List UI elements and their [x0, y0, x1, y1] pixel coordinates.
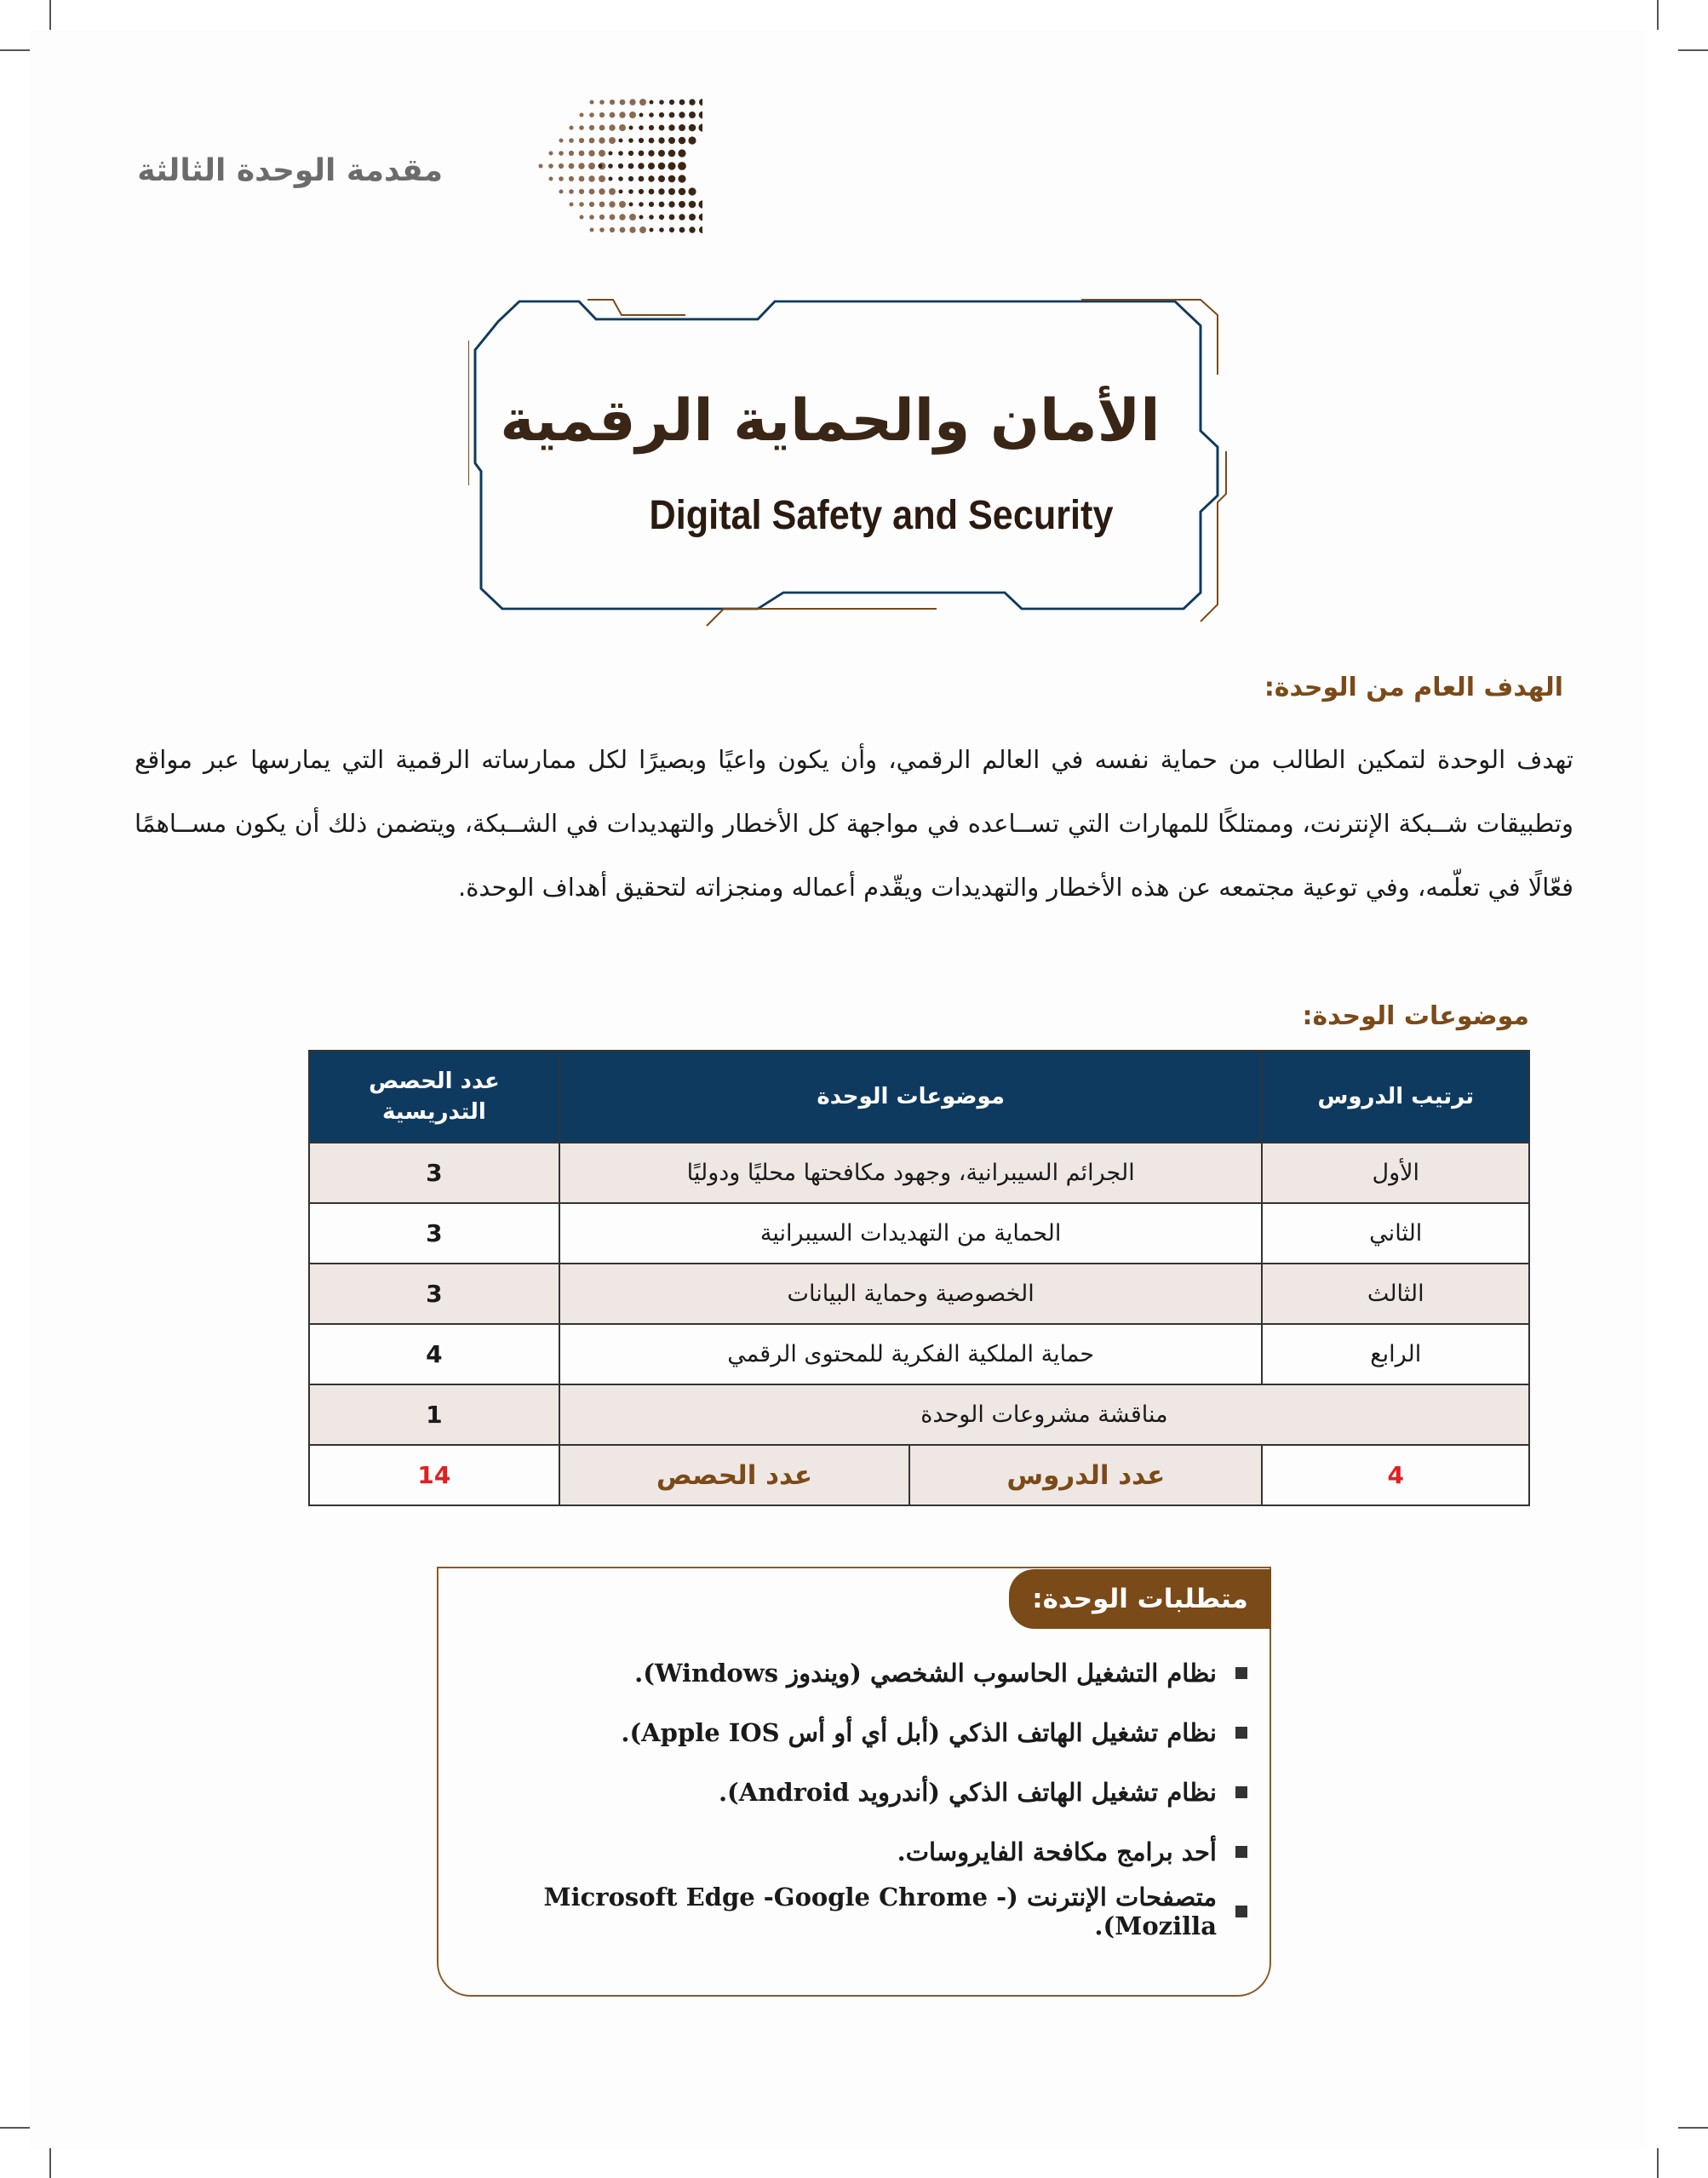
table-row — [309, 1203, 1529, 1264]
logo-dot — [618, 176, 623, 181]
logo-dot — [588, 175, 594, 181]
periods-total: 14 — [309, 1445, 559, 1505]
logo-dot — [619, 139, 623, 143]
logo-dot — [589, 138, 595, 144]
periods-cell: 3 — [309, 1264, 559, 1324]
bullet-icon — [1235, 1906, 1247, 1917]
logo-dot — [679, 188, 686, 196]
logo-dot — [579, 151, 585, 157]
logo-dot — [659, 215, 664, 220]
logo-dot — [689, 214, 696, 221]
crop-mark — [1657, 2148, 1659, 2178]
logo-dot — [638, 163, 644, 169]
logo-dot — [619, 190, 623, 194]
topic-cell: الخصوصية وحماية البيانات — [559, 1264, 1263, 1324]
logo-dot — [629, 126, 633, 130]
logo-dot — [609, 124, 615, 130]
logo-dot — [599, 175, 605, 182]
logo-dot — [610, 100, 615, 105]
table-row-projects — [309, 1384, 1529, 1445]
logo-dot — [599, 188, 605, 194]
logo-dot — [559, 151, 564, 156]
logo-dot — [609, 137, 616, 144]
logo-dot — [648, 163, 655, 169]
logo-dot — [658, 188, 664, 194]
logo-dot — [668, 188, 675, 195]
logo-dot — [569, 151, 574, 156]
logo-dot — [649, 215, 654, 220]
logo-dot — [609, 152, 613, 156]
logo-dot — [579, 138, 584, 143]
logo-dot — [590, 228, 594, 232]
logo-dot — [589, 215, 594, 220]
column-header: عدد الحصص التدريسية — [309, 1051, 559, 1143]
topics-table — [308, 1050, 1530, 1506]
logo-dot — [639, 189, 644, 194]
logo-dot — [549, 177, 553, 181]
logo-dot — [599, 100, 605, 105]
logo-dot — [658, 163, 666, 170]
logo-dot — [599, 164, 603, 169]
logo-dot — [599, 137, 605, 143]
item-text: نظام تشغيل الهاتف الذكي (أندرويد Android). — [718, 1778, 1217, 1807]
logo-dot — [619, 201, 626, 208]
table-row — [309, 1264, 1529, 1324]
logo-dot — [689, 226, 695, 232]
title-english: Digital Safety and Security — [649, 493, 1114, 538]
topic-cell: مناقشة مشروعات الوحدة — [559, 1384, 1529, 1445]
logo-dot — [619, 214, 625, 220]
column-header: ترتيب الدروس — [1262, 1051, 1529, 1143]
item-text: نظام تشغيل الهاتف الذكي (أبل أي أو أس Apple IOS). — [621, 1718, 1217, 1747]
logo-dot — [629, 112, 636, 118]
logo-dot — [629, 214, 636, 221]
logo-dot — [580, 215, 584, 220]
table-row — [309, 1143, 1529, 1203]
bullet-icon — [1235, 1727, 1247, 1739]
item-text: نظام التشغيل الحاسوب الشخصي (ويندوز Windows). — [634, 1659, 1217, 1688]
logo-dot — [699, 214, 702, 221]
logo-dot — [668, 124, 674, 130]
logo-dot — [679, 227, 685, 233]
topic-cell: الحماية من التهديدات السيبرانية — [559, 1203, 1263, 1264]
list-item — [443, 1762, 1247, 1822]
logo-dot — [659, 227, 664, 232]
logo-dot — [669, 100, 674, 105]
table-row-totals — [309, 1445, 1529, 1505]
logo-dot — [609, 188, 616, 195]
logo-dot — [599, 202, 605, 208]
chevron-dots-logo — [532, 94, 702, 238]
logo-dot — [689, 112, 696, 118]
goal-paragraph: تهدف الوحدة لتمكين الطالب من حماية نفسه في العالم الرقمي، وأن يكون واعيًا وبصيرًا لكل ممارساته الرقمية التي يمارسها عبر مواقع وتطبيقات شــبكة الإنترنت، وممتلكًا للمهارات التي تســاعده في مواجهة كل الأخطار والتهديدات في الشــبكة، ويتضمن ذلك أن يكون مســاهمًا فعّالًا في تعلّمه، وفي توعية مجتمعه عن هذه الأخطار والتهديدات ويقّدم أعماله ومنجزاته لتحقيق أهداف الوحدة. — [135, 745, 1573, 902]
logo-dot — [639, 226, 646, 233]
logo-dot — [689, 99, 695, 105]
logo-dot — [659, 125, 665, 131]
logo-dot — [548, 163, 553, 169]
logo-dot — [668, 201, 674, 207]
crop-mark — [49, 0, 51, 30]
goal-heading: الهدف العام من الوحدة: — [1264, 673, 1563, 702]
logo-dot — [628, 163, 634, 169]
logo-dot — [599, 227, 605, 232]
logo-dot — [580, 113, 584, 117]
logo-dot — [559, 190, 564, 194]
topics-heading: موضوعات الوحدة: — [1302, 1001, 1529, 1031]
logo-dot — [648, 175, 654, 181]
list-item — [443, 1703, 1247, 1762]
logo-dot — [589, 189, 595, 195]
logo-dot — [649, 138, 655, 144]
logo-dot — [698, 200, 702, 208]
logo-dot — [668, 137, 675, 144]
logo-dot — [599, 112, 605, 117]
logo-dot — [658, 150, 665, 157]
logo-dot — [629, 99, 635, 105]
logo-dot — [599, 125, 605, 131]
logo-dot — [590, 100, 594, 105]
crop-mark — [1678, 49, 1708, 51]
logo-dot — [629, 203, 633, 207]
logo-dot — [699, 226, 702, 233]
logo-dot — [579, 125, 584, 130]
logo-dot — [679, 100, 685, 106]
crop-mark — [1678, 2127, 1708, 2129]
order-cell: الثاني — [1262, 1203, 1529, 1264]
logo-dot — [659, 112, 664, 117]
logo-dot — [658, 175, 665, 182]
logo-dot — [559, 163, 564, 169]
bullet-icon — [1235, 1846, 1247, 1858]
logo-dot — [639, 125, 644, 130]
logo-dot — [639, 99, 646, 106]
periods-cell: 3 — [309, 1203, 559, 1264]
bullet-icon — [1235, 1667, 1247, 1679]
logo-dot — [639, 176, 645, 182]
logo-dot — [649, 202, 654, 207]
logo-dot — [579, 189, 584, 194]
lessons-count: 4 — [1262, 1445, 1529, 1505]
order-cell: الثالث — [1262, 1264, 1529, 1324]
logo-dot — [628, 138, 633, 143]
title-arabic: الأمان والحماية الرقمية — [500, 387, 1161, 455]
logo-dot — [650, 228, 654, 232]
requirements-list — [443, 1643, 1247, 1941]
logo-dot — [650, 100, 654, 105]
logo-dot — [678, 162, 686, 170]
crop-mark — [0, 49, 30, 51]
title-frame — [468, 289, 1252, 630]
logo-dot — [698, 123, 702, 131]
logo-dot — [599, 215, 605, 220]
logo-dot — [639, 113, 644, 117]
logo-dot — [629, 226, 635, 232]
logo-dot — [608, 163, 613, 169]
logo-dot — [620, 100, 626, 106]
logo-dot — [688, 187, 696, 195]
logo-dot — [679, 124, 685, 131]
logo-dot — [569, 163, 575, 169]
logo-dot — [689, 201, 696, 209]
logo-dot — [609, 177, 613, 181]
topic-cell: حماية الملكية الفكرية للمحتوى الرقمي — [559, 1324, 1263, 1384]
list-item — [443, 1822, 1247, 1882]
requirements-heading: متطلبات الوحدة: — [1009, 1569, 1271, 1629]
logo-dot — [668, 175, 676, 183]
periods-cell: 4 — [309, 1324, 559, 1384]
logo-dot — [679, 201, 685, 208]
logo-dot — [679, 137, 686, 145]
logo-dot — [619, 112, 625, 117]
logo-dot — [668, 162, 675, 169]
logo-dot — [699, 99, 702, 106]
lessons-label: عدد الدروس — [909, 1445, 1262, 1505]
logo-dot — [689, 124, 696, 132]
logo-dot — [669, 215, 675, 221]
logo-dot — [658, 137, 664, 143]
logo-dot — [589, 202, 594, 207]
logo-dot — [589, 112, 594, 117]
logo-dot — [618, 163, 623, 169]
logo-dot — [610, 112, 616, 118]
logo-dot — [569, 189, 574, 194]
topic-cell: الجرائم السيبرانية، وجهود مكافحتها محليًا ودوليًا — [559, 1143, 1263, 1203]
logo-dot — [678, 175, 685, 182]
logo-dot — [609, 201, 615, 207]
logo-dot — [639, 138, 644, 143]
logo-dot — [619, 124, 626, 131]
periods-cell: 3 — [309, 1143, 559, 1203]
crop-mark — [0, 2127, 30, 2129]
logo-dot — [620, 227, 626, 233]
logo-dot — [628, 176, 633, 181]
logo-dot — [588, 150, 594, 156]
item-text: متصفحات الإنترنت (Microsoft Edge -Google Chrome -Mozilla). — [543, 1883, 1217, 1940]
logo-dot — [669, 227, 674, 232]
logo-dot — [559, 176, 564, 181]
logo-dot — [610, 227, 615, 232]
crop-mark — [49, 2148, 51, 2178]
logo-dot — [539, 164, 543, 169]
unit-label: مقدمة الوحدة الثالثة — [137, 153, 443, 188]
bullet-icon — [1235, 1786, 1247, 1798]
logo-dot — [579, 176, 585, 182]
logo-dot — [679, 112, 685, 117]
logo-dot — [688, 136, 696, 144]
logo-dot — [569, 176, 574, 181]
logo-dot — [549, 152, 553, 156]
logo-dot — [559, 139, 564, 143]
logo-dot — [659, 100, 664, 105]
logo-dot — [578, 163, 584, 169]
column-header: موضوعات الوحدة — [559, 1051, 1263, 1143]
order-cell: الأول — [1262, 1143, 1529, 1203]
logo-dot — [639, 215, 644, 220]
logo-dot — [649, 112, 654, 117]
table-row — [309, 1324, 1529, 1384]
logo-dot — [648, 150, 654, 156]
logo-dot — [599, 150, 605, 157]
logo-dot — [569, 138, 574, 143]
order-cell: الرابع — [1262, 1324, 1529, 1384]
logo-dot — [649, 189, 655, 195]
item-text: أحد برامج مكافحة الفايروسات. — [897, 1837, 1217, 1866]
crop-mark — [1657, 0, 1659, 30]
logo-dot — [649, 125, 654, 130]
logo-dot — [589, 125, 594, 130]
periods-label: عدد الحصص — [559, 1445, 909, 1505]
logo-dot — [610, 215, 616, 221]
logo-dot — [659, 202, 665, 208]
list-item — [443, 1882, 1247, 1941]
logo-dot — [678, 149, 685, 157]
logo-dot — [699, 112, 702, 119]
list-item — [443, 1643, 1247, 1703]
logo-dot — [579, 202, 584, 207]
logo-dot — [669, 112, 675, 118]
logo-dot — [618, 151, 623, 156]
logo-dot — [570, 203, 574, 207]
logo-dot — [679, 214, 685, 220]
logo-dot — [588, 163, 595, 169]
logo-dot — [639, 151, 645, 157]
logo-dot — [628, 151, 633, 156]
logo-dot — [668, 150, 676, 158]
table-header-row — [309, 1051, 1529, 1143]
periods-cell: 1 — [309, 1384, 559, 1445]
logo-dot — [570, 126, 574, 130]
logo-dot — [628, 189, 633, 194]
logo-dot — [639, 202, 644, 207]
